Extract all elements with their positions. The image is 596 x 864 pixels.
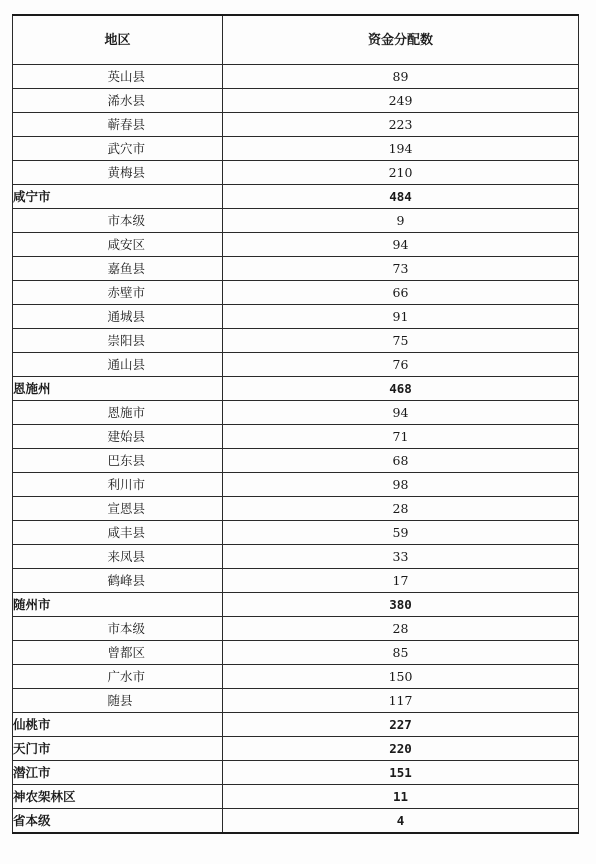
table-row xyxy=(13,377,579,401)
region-name-cell xyxy=(13,281,223,305)
allocation-value: 76 xyxy=(223,353,579,377)
table-header-row xyxy=(13,15,579,65)
allocation-value: 11 xyxy=(223,785,579,809)
allocation-value: 59 xyxy=(223,521,579,545)
region-name-cell xyxy=(13,617,223,641)
region-name: 市本级 xyxy=(107,621,146,636)
table-row xyxy=(13,641,579,665)
region-name: 鹤峰县 xyxy=(107,573,146,588)
region-name: 英山县 xyxy=(107,69,146,84)
allocation-value: 223 xyxy=(223,113,579,137)
region-name: 通城县 xyxy=(107,309,146,324)
region-name: 广水市 xyxy=(107,669,146,684)
region-name: 恩施市 xyxy=(107,405,146,420)
table-row xyxy=(13,569,579,593)
allocation-value: 380 xyxy=(223,593,579,617)
allocation-value: 28 xyxy=(223,617,579,641)
table-row xyxy=(13,137,579,161)
region-name-cell xyxy=(13,353,223,377)
allocation-value: 91 xyxy=(223,305,579,329)
region-name-cell xyxy=(13,89,223,113)
region-name: 随县 xyxy=(107,693,133,708)
table-row xyxy=(13,665,579,689)
region-name-cell xyxy=(13,329,223,353)
allocation-value: 71 xyxy=(223,425,579,449)
allocation-value: 75 xyxy=(223,329,579,353)
allocation-value: 194 xyxy=(223,137,579,161)
allocation-value: 73 xyxy=(223,257,579,281)
region-name-cell xyxy=(13,473,223,497)
region-name-cell xyxy=(13,545,223,569)
table-row xyxy=(13,281,579,305)
region-name-cell xyxy=(13,449,223,473)
table-row xyxy=(13,809,579,834)
allocation-value: 249 xyxy=(223,89,579,113)
region-name: 市本级 xyxy=(107,213,146,228)
allocation-value: 210 xyxy=(223,161,579,185)
region-name-cell xyxy=(13,113,223,137)
region-name-city: 天门市 xyxy=(13,737,223,761)
region-name-cell xyxy=(13,665,223,689)
table-row xyxy=(13,425,579,449)
region-name-city: 仙桃市 xyxy=(13,713,223,737)
table-row xyxy=(13,617,579,641)
allocation-value: 94 xyxy=(223,401,579,425)
region-name-cell xyxy=(13,65,223,89)
region-name: 嘉鱼县 xyxy=(107,261,146,276)
table-row xyxy=(13,737,579,761)
table-row xyxy=(13,209,579,233)
region-name: 咸丰县 xyxy=(107,525,146,540)
table-row xyxy=(13,305,579,329)
region-name-city: 咸宁市 xyxy=(13,185,223,209)
allocation-value: 468 xyxy=(223,377,579,401)
allocation-value: 4 xyxy=(223,809,579,834)
table-row xyxy=(13,785,579,809)
allocation-value: 220 xyxy=(223,737,579,761)
region-name: 黄梅县 xyxy=(107,165,146,180)
region-name: 来凤县 xyxy=(107,549,146,564)
table-row xyxy=(13,521,579,545)
header-region: 地区 xyxy=(13,15,223,65)
allocation-value: 151 xyxy=(223,761,579,785)
region-name-cell xyxy=(13,689,223,713)
allocation-value: 89 xyxy=(223,65,579,89)
region-name-cell xyxy=(13,425,223,449)
table-row xyxy=(13,89,579,113)
table-row xyxy=(13,593,579,617)
region-name-city: 随州市 xyxy=(13,593,223,617)
region-name: 建始县 xyxy=(107,429,146,444)
region-name-cell xyxy=(13,497,223,521)
region-name-cell xyxy=(13,257,223,281)
allocation-value: 484 xyxy=(223,185,579,209)
table-row xyxy=(13,161,579,185)
allocation-value: 28 xyxy=(223,497,579,521)
region-name: 浠水县 xyxy=(107,93,146,108)
region-name: 赤壁市 xyxy=(107,285,146,300)
region-name-cell xyxy=(13,641,223,665)
region-name-city: 恩施州 xyxy=(13,377,223,401)
allocation-value: 94 xyxy=(223,233,579,257)
region-name-city: 省本级 xyxy=(13,809,223,834)
table-row xyxy=(13,233,579,257)
table-row xyxy=(13,329,579,353)
table-body xyxy=(13,65,579,834)
table-row xyxy=(13,185,579,209)
region-name: 巴东县 xyxy=(107,453,146,468)
table-row xyxy=(13,257,579,281)
region-name: 宣恩县 xyxy=(107,501,146,516)
table-row xyxy=(13,473,579,497)
table-row xyxy=(13,353,579,377)
allocation-value: 17 xyxy=(223,569,579,593)
region-name-cell xyxy=(13,401,223,425)
table-row xyxy=(13,761,579,785)
table-row xyxy=(13,689,579,713)
region-name-cell xyxy=(13,209,223,233)
table-row xyxy=(13,545,579,569)
region-name: 崇阳县 xyxy=(107,333,146,348)
region-name: 通山县 xyxy=(107,357,146,372)
region-name-cell xyxy=(13,305,223,329)
table-row xyxy=(13,113,579,137)
table-row xyxy=(13,401,579,425)
region-name-cell xyxy=(13,521,223,545)
allocation-value: 9 xyxy=(223,209,579,233)
allocation-value: 66 xyxy=(223,281,579,305)
table-row xyxy=(13,449,579,473)
region-name-cell xyxy=(13,569,223,593)
region-name: 利川市 xyxy=(107,477,146,492)
allocation-value: 150 xyxy=(223,665,579,689)
allocation-value: 98 xyxy=(223,473,579,497)
region-name: 蕲春县 xyxy=(107,117,146,132)
allocation-table xyxy=(12,14,579,834)
allocation-value: 68 xyxy=(223,449,579,473)
header-allocation: 资金分配数 xyxy=(223,15,579,65)
table-row xyxy=(13,65,579,89)
allocation-value: 85 xyxy=(223,641,579,665)
table-row xyxy=(13,713,579,737)
allocation-value: 227 xyxy=(223,713,579,737)
region-name: 曾都区 xyxy=(107,645,146,660)
region-name-cell xyxy=(13,137,223,161)
region-name-city: 神农架林区 xyxy=(13,785,223,809)
allocation-value: 33 xyxy=(223,545,579,569)
allocation-value: 117 xyxy=(223,689,579,713)
region-name-cell xyxy=(13,233,223,257)
table-row xyxy=(13,497,579,521)
region-name-city: 潜江市 xyxy=(13,761,223,785)
region-name: 咸安区 xyxy=(107,237,146,252)
region-name: 武穴市 xyxy=(107,141,146,156)
region-name-cell xyxy=(13,161,223,185)
